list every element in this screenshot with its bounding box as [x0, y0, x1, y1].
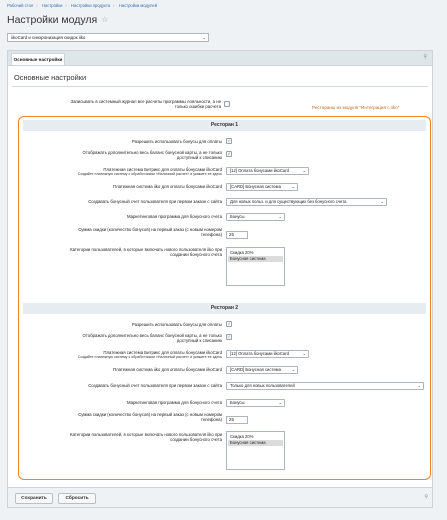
list-item[interactable]: Бонусная система — [228, 440, 283, 446]
chevron-down-icon: ⌄ — [278, 400, 282, 405]
save-button[interactable]: Сохранить — [15, 493, 53, 504]
user-categories-label: Категории пользователей, в которые включать нового пользователя iiko при создании бонусного счета — [70, 247, 222, 258]
marketing-program-select[interactable]: Бонусы ⌄ — [226, 399, 285, 407]
list-item[interactable]: Бонусная система — [228, 256, 283, 262]
reset-button[interactable]: Сбросить — [58, 493, 96, 504]
checkmark-icon: ✓ — [227, 321, 231, 326]
chevron-down-icon: ⌄ — [291, 367, 295, 372]
chevron-down-icon: ⌄ — [278, 214, 282, 219]
star-icon[interactable]: ☆ — [101, 15, 109, 24]
divider — [12, 86, 428, 87]
list-item[interactable]: Скидка 20% — [230, 250, 254, 255]
chevron-down-icon: ⌄ — [302, 351, 306, 356]
restaurant-1-header: Ресторан 1 — [23, 120, 426, 131]
show-balance-checkbox[interactable] — [226, 151, 232, 157]
log-all-calculations-checkbox[interactable] — [224, 101, 230, 107]
show-balance-label: Отображать дополнительно весь баланс бонусной карты, а не только доступный к списанию — [82, 333, 222, 344]
checkmark-icon: ✓ — [227, 138, 231, 143]
chevron-down-icon: ⌄ — [417, 383, 421, 388]
checkmark-icon: ✓ — [227, 151, 231, 156]
iiko-payment-select[interactable]: [CARD] Бонусная система ⌄ — [226, 366, 298, 374]
iiko-payment-label: Платежная система iiko для оплаты бонусами iikoCard — [113, 367, 222, 372]
module-select[interactable] — [7, 33, 209, 42]
chevron-down-icon: ⌄ — [302, 168, 306, 173]
bitrix-payment-hint: Создайте платежную систему с обработчиком «Наличный расчет» и укажите ее здесь — [77, 355, 222, 360]
user-categories-listbox[interactable] — [226, 431, 285, 470]
create-account-label: Создавать бонусный счет пользователя при первом заказе с сайта — [88, 199, 222, 204]
page-title — [7, 14, 108, 26]
create-account-label: Создавать бонусный счет пользователя при первом заказе с сайта — [88, 383, 222, 388]
footer-bar — [7, 488, 433, 508]
chevron-down-icon: ⌄ — [291, 184, 295, 189]
allow-bonus-checkbox[interactable] — [226, 321, 232, 327]
section-title: Основные настройки — [14, 73, 87, 82]
iiko-payment-select[interactable]: [CARD] Бонусная система ⌄ — [226, 183, 298, 191]
breadcrumb-link-module-settings[interactable]: Настройки модулей — [118, 3, 158, 8]
pin-icon[interactable]: ⚲ — [423, 54, 427, 60]
bitrix-payment-select[interactable]: [12] Оплата бонусами iikoCard ⌄ — [226, 350, 309, 358]
marketing-program-label: Маркетинговая программа для бонусного счета — [127, 214, 222, 219]
chevron-down-icon: ⌄ — [380, 199, 384, 204]
breadcrumb-link-product-settings[interactable]: Настройки продукта — [71, 3, 111, 8]
first-order-discount-input[interactable]: 25 — [226, 231, 248, 239]
integration-note: Рестораны из модуля "Интеграция с iiko" — [312, 105, 400, 110]
create-account-select[interactable]: Только для новых пользователей ⌄ — [226, 382, 424, 390]
restaurants-group — [18, 116, 431, 480]
show-balance-label: Отображать дополнительно весь баланс бонусной карты, а не только доступный к списанию — [82, 150, 222, 161]
settings-panel — [7, 65, 433, 488]
iiko-payment-label: Платежная система iiko для оплаты бонусами iikoCard — [113, 184, 222, 189]
allow-bonus-label: Разрешить использовать бонусы для оплаты — [131, 139, 222, 144]
create-account-select[interactable]: Для новых польз. и для существующих без бонусного счета ⌄ — [226, 198, 387, 206]
marketing-program-label: Маркетинговая программа для бонусного счета — [127, 400, 222, 405]
tab-bar — [7, 50, 433, 65]
show-balance-checkbox[interactable] — [226, 334, 232, 340]
bitrix-payment-label: Платежная система Битрикс для оплаты бонусами iikoCard Создайте платежную систему с обработчиком «Наличный расчет» и укажите ее здесь — [19, 167, 222, 176]
chevron-down-icon: ⌄ — [202, 35, 206, 40]
breadcrumb-link-settings[interactable]: Настройки — [41, 3, 63, 8]
user-categories-label: Категории пользователей, в которые включать нового пользователя iiko при создании бонусного счета — [70, 432, 222, 443]
breadcrumb-separator: › — [113, 3, 115, 8]
bitrix-payment-hint: Создайте платежную систему с обработчиком «Наличный расчет» и укажите ее здесь — [77, 172, 222, 177]
user-categories-listbox[interactable] — [226, 247, 285, 286]
bitrix-payment-label: Платежная система Битрикс для оплаты бонусами iikoCard Создайте платежную систему с обработчиком «Наличный расчет» и укажите ее здесь — [19, 350, 222, 359]
first-order-discount-input[interactable]: 25 — [226, 416, 248, 424]
first-order-discount-label: Сумма скидки (количество бонусов) на первый заказ (с новым номером телефона) — [78, 227, 222, 238]
bitrix-payment-select[interactable]: [12] Оплата бонусами iikoCard ⌄ — [226, 167, 309, 175]
allow-bonus-label: Разрешить использовать бонусы для оплаты — [131, 322, 222, 327]
marketing-program-select[interactable]: Бонусы ⌄ — [226, 213, 285, 221]
breadcrumb — [7, 3, 157, 8]
pin-icon[interactable]: ⚲ — [424, 494, 428, 500]
breadcrumb-link-desktop[interactable]: Рабочий стол — [7, 3, 34, 8]
page-title-text: Настройки модуля — [7, 14, 98, 26]
first-order-discount-label: Сумма скидки (количество бонусов) на первый заказ (с новым номером телефона) — [78, 412, 222, 423]
allow-bonus-checkbox[interactable] — [226, 138, 232, 144]
list-item[interactable]: Скидка 20% — [230, 434, 254, 439]
tab-main-settings[interactable]: Основные настройки — [11, 53, 65, 66]
breadcrumb-separator: › — [65, 3, 67, 8]
restaurant-2-header: Ресторан 2 — [23, 303, 426, 314]
checkmark-icon: ✓ — [227, 334, 231, 339]
log-all-calculations-label: Записывать в системный журнал все расчеты программы лояльности, а не только ошибки расчета — [70, 99, 221, 110]
breadcrumb-separator: › — [36, 3, 38, 8]
module-select-value: iikoCard и синхронизация скидок iiko — [11, 35, 86, 40]
